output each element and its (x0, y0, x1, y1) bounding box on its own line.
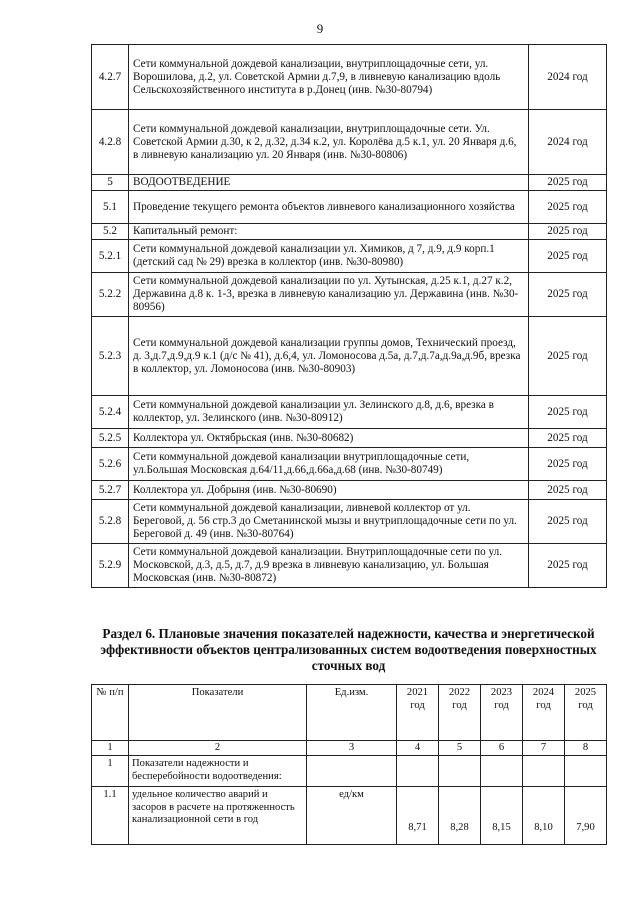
row-description: Сети коммунальной дождевой канализации ул. Зелинского д.8, д.6, врезка в коллектор, ул. Зелинского (инв. №30-80912) (129, 396, 529, 429)
table-row (92, 448, 607, 481)
header-year: 2024 год (523, 685, 565, 741)
table-row (92, 429, 607, 448)
row-unit: ед/км (307, 787, 397, 845)
row-num: 5.2.8 (92, 500, 129, 544)
row-description: Коллектора ул. Октябрьская (инв. №30-80682) (129, 429, 529, 448)
col-number: 3 (307, 741, 397, 756)
row-description: Сети коммунальной дождевой канализации по ул. Хутынская, д.25 к.1, д.27 к.2, Державина д.8 к. 1-3, врезка в ливневую канализацию ул. Державина (инв. №30-80956) (129, 273, 529, 317)
row-unit (307, 756, 397, 787)
row-description: Коллектора ул. Добрыня (инв. №30-80690) (129, 481, 529, 500)
page-number: 9 (316, 21, 324, 36)
table-row (92, 273, 607, 317)
header-year: 2025 год (565, 685, 607, 741)
column-number-row (92, 741, 607, 756)
header-year: 2021 год (397, 685, 439, 741)
row-num: 5 (92, 175, 129, 191)
header-year: 2023 год (481, 685, 523, 741)
header-num: № п/п (92, 685, 129, 741)
col-number: 2 (129, 741, 307, 756)
row-num: 1.1 (92, 787, 129, 845)
row-year: 2025 год (529, 500, 607, 544)
table-row (92, 787, 607, 845)
row-description: Капитальный ремонт: (129, 224, 529, 240)
row-num: 5.1 (92, 191, 129, 224)
row-num: 1 (92, 756, 129, 787)
row-num: 5.2.9 (92, 544, 129, 588)
row-year: 2025 год (529, 273, 607, 317)
table-row (92, 500, 607, 544)
row-num: 4.2.8 (92, 110, 129, 175)
table-row (92, 191, 607, 224)
row-value (439, 756, 481, 787)
row-num: 5.2.5 (92, 429, 129, 448)
row-num: 5.2.4 (92, 396, 129, 429)
row-description: Сети коммунальной дождевой канализации, внутриплощадочные сети. Ул. Советской Армии д.30, к 2, д.32, д.34 к.2, ул. Королёва д.5 к.1, ул. 20 Января д.6, в ливневую канализацию ул. 20 Января (инв. №30-80806) (129, 110, 529, 175)
row-year: 2025 год (529, 175, 607, 191)
row-num: 4.2.7 (92, 45, 129, 110)
row-year: 2024 год (529, 45, 607, 110)
row-year: 2025 год (529, 224, 607, 240)
row-description: Сети коммунальной дождевой канализации ул. Химиков, д 7, д.9, д.9 корп.1 (детский сад № 29) врезка в коллектор (инв. №30-80980) (129, 240, 529, 273)
row-value: 7,90 (565, 787, 607, 845)
row-description: Сети коммунальной дождевой канализации, ливневой коллектор от ул. Береговой, д. 56 стр.3 до Сметанинской мызы и внутриплощадочные сети по ул. Береговой д. 49 (инв. №30-80764) (129, 500, 529, 544)
table-row (92, 240, 607, 273)
row-description: Сети коммунальной дождевой канализации группы домов, Технический проезд, д. 3,д.7,д.9,д.9 к.1 (д/с № 41), д.6,4, ул. Ломоносова д.5а, д.7,д.7а,д.9а,д.9б, врезка в коллектор, ул. Ломоносова (инв. №30-80903) (129, 317, 529, 396)
row-year: 2025 год (529, 481, 607, 500)
row-year: 2025 год (529, 317, 607, 396)
table-row (92, 756, 607, 787)
row-year: 2025 год (529, 240, 607, 273)
row-description: Сети коммунальной дождевой канализации, внутриплощадочные сети, ул. Ворошилова, д.2, ул. Советской Армии д.7,9, в ливневую канализацию вдоль Сельскохозяйственного института в р.Донец (инв. №30-80794) (129, 45, 529, 110)
col-number: 8 (565, 741, 607, 756)
table-row (92, 45, 607, 110)
row-year: 2025 год (529, 544, 607, 588)
row-num: 5.2 (92, 224, 129, 240)
row-value (481, 756, 523, 787)
row-year: 2025 год (529, 396, 607, 429)
row-description: Проведение текущего ремонта объектов ливневого канализационного хозяйства (129, 191, 529, 224)
row-year: 2024 год (529, 110, 607, 175)
row-value (565, 756, 607, 787)
row-num: 5.2.2 (92, 273, 129, 317)
header-year: 2022 год (439, 685, 481, 741)
row-description: Сети коммунальной дождевой канализации внутриплощадочные сети, ул.Большая Московская д.64/11,д.66,д.66а,д.68 (инв. №30-80749) (129, 448, 529, 481)
row-value: 8,15 (481, 787, 523, 845)
row-year: 2025 год (529, 448, 607, 481)
works-table (91, 44, 607, 588)
row-value: 8,10 (523, 787, 565, 845)
col-number: 7 (523, 741, 565, 756)
row-indicator: удельное количество аварий и засоров в расчете на протяженность канализационной сети в год (129, 787, 307, 845)
table-row (92, 481, 607, 500)
table-row (92, 544, 607, 588)
row-num: 5.2.7 (92, 481, 129, 500)
header-indicator: Показатели (129, 685, 307, 741)
table-row (92, 224, 607, 240)
table-row (92, 110, 607, 175)
row-description: Сети коммунальной дождевой канализации. Внутриплощадочные сети по ул. Московской, д.3, д.5, д.7, д.9 врезка в ливневую канализацию, ул. Большая Московская (инв. №30-80872) (129, 544, 529, 588)
row-description: ВОДООТВЕДЕНИЕ (129, 175, 529, 191)
col-number: 4 (397, 741, 439, 756)
section-6-title: Раздел 6. Плановые значения показателей надежности, качества и энергетической эффективности объектов централизованных систем водоотведения поверхностных сточных вод (100, 626, 597, 673)
row-year: 2025 год (529, 191, 607, 224)
table-row (92, 396, 607, 429)
table-row (92, 317, 607, 396)
row-num: 5.2.1 (92, 240, 129, 273)
col-number: 6 (481, 741, 523, 756)
table-row (92, 175, 607, 191)
row-value: 8,71 (397, 787, 439, 845)
row-value: 8,28 (439, 787, 481, 845)
header-unit: Ед.изм. (307, 685, 397, 741)
indicators-table (91, 684, 607, 845)
row-num: 5.2.3 (92, 317, 129, 396)
row-indicator: Показатели надежности и бесперебойности водоотведения: (129, 756, 307, 787)
indicators-header-row (92, 685, 607, 741)
row-num: 5.2.6 (92, 448, 129, 481)
col-number: 1 (92, 741, 129, 756)
col-number: 5 (439, 741, 481, 756)
row-value (397, 756, 439, 787)
row-value (523, 756, 565, 787)
row-year: 2025 год (529, 429, 607, 448)
